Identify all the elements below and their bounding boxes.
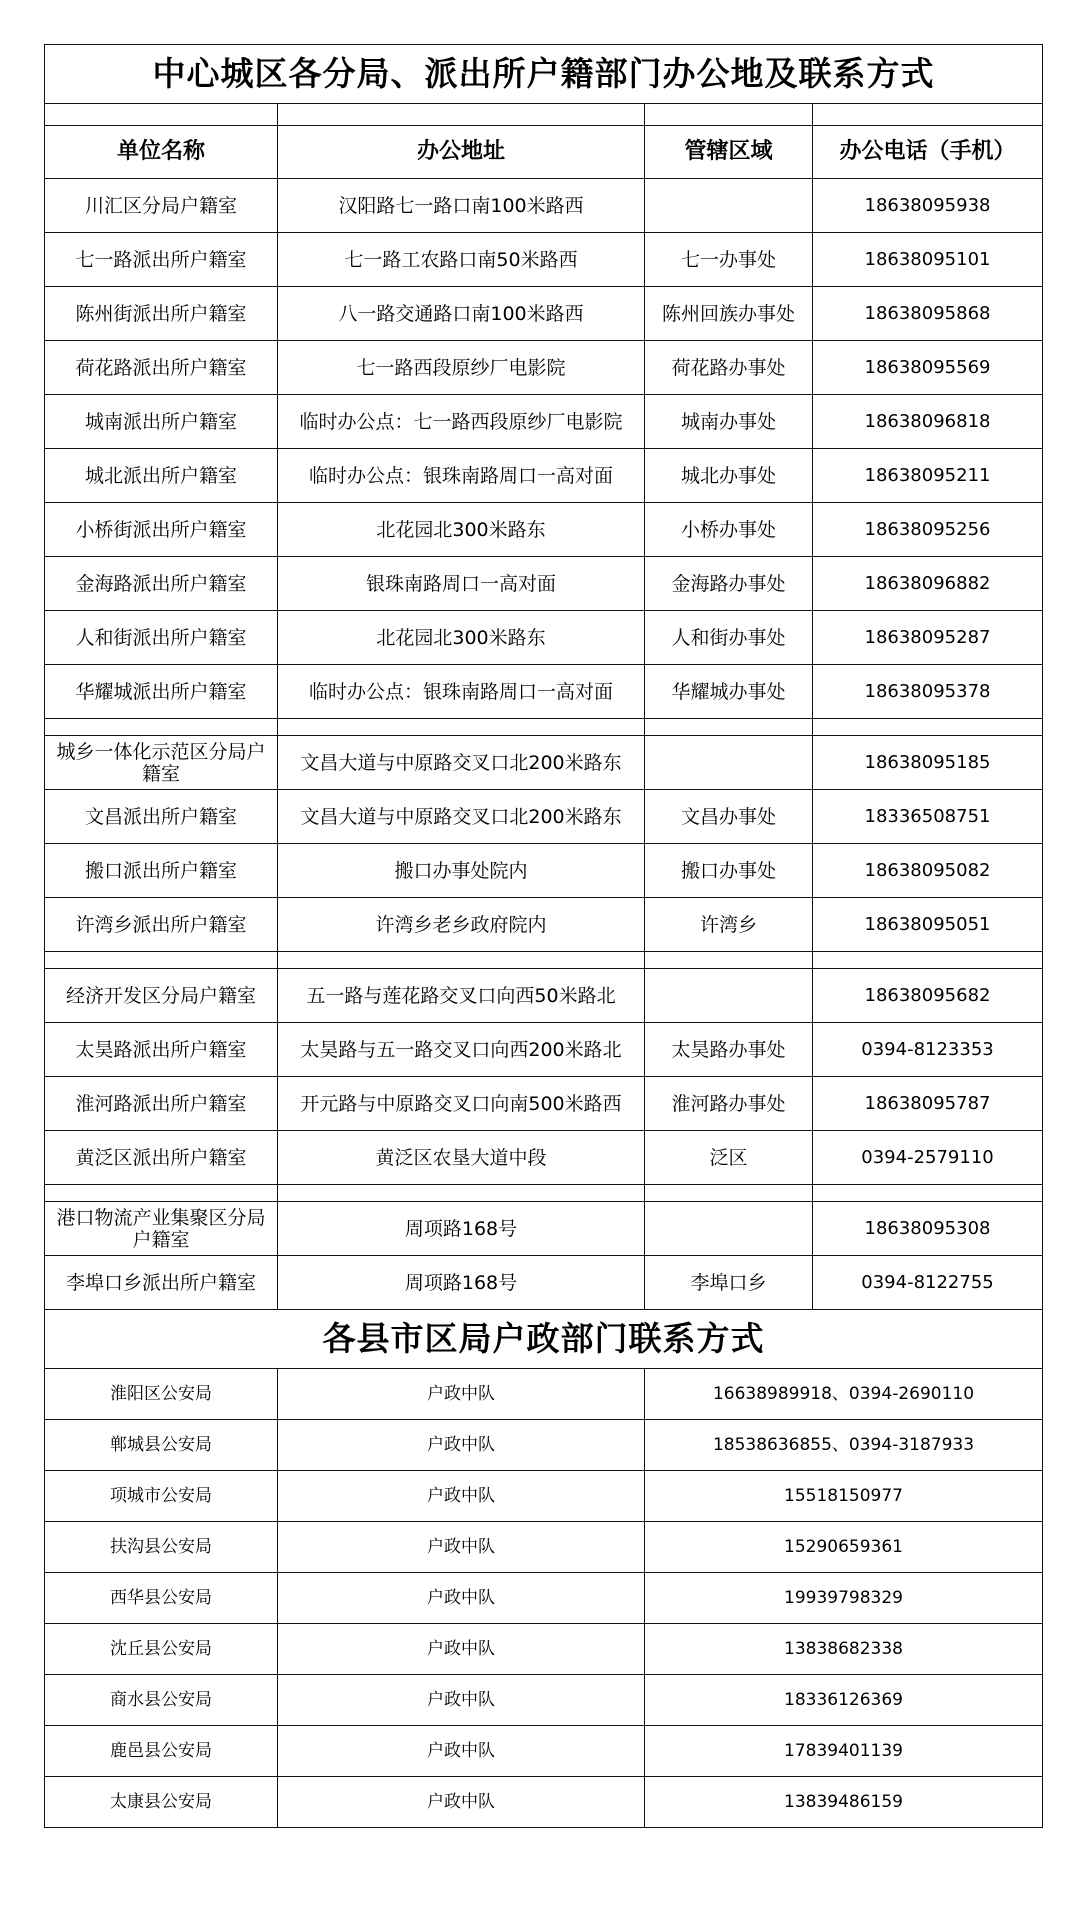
spacer-cell	[813, 104, 1043, 126]
table-row	[45, 898, 1043, 952]
title-row	[45, 45, 1043, 104]
phone-cell: 18638095787	[813, 1077, 1043, 1131]
table-row	[45, 1522, 1043, 1573]
phone-cell: 0394-2579110	[813, 1131, 1043, 1185]
phone-cell: 18638095287	[813, 611, 1043, 665]
phone-cell: 18638096882	[813, 557, 1043, 611]
address-cell: 七一路西段原纱厂电影院	[278, 341, 645, 395]
address-cell: 临时办公点：银珠南路周口一高对面	[278, 449, 645, 503]
header-phone: 办公电话（手机）	[813, 126, 1043, 179]
phone-cell: 18638095569	[813, 341, 1043, 395]
table-row	[45, 341, 1043, 395]
address-cell: 八一路交通路口南100米路西	[278, 287, 645, 341]
area-cell: 金海路办事处	[645, 557, 813, 611]
address-cell: 开元路与中原路交叉口向南500米路西	[278, 1077, 645, 1131]
address-cell: 许湾乡老乡政府院内	[278, 898, 645, 952]
address-cell: 七一路工农路口南50米路西	[278, 233, 645, 287]
spacer-row	[45, 719, 1043, 736]
county-dept-cell: 户政中队	[278, 1522, 645, 1573]
unit-name-cell: 港口物流产业集聚区分局户籍室	[45, 1202, 278, 1256]
county-bureau-cell: 扶沟县公安局	[45, 1522, 278, 1573]
spacer-cell	[645, 719, 813, 736]
table-row	[45, 395, 1043, 449]
spacer-cell	[278, 1185, 645, 1202]
table-row	[45, 1023, 1043, 1077]
unit-name-cell: 太昊路派出所户籍室	[45, 1023, 278, 1077]
page-title: 中心城区各分局、派出所户籍部门办公地及联系方式	[45, 45, 1043, 104]
table-row	[45, 1726, 1043, 1777]
unit-name-cell: 经济开发区分局户籍室	[45, 969, 278, 1023]
phone-cell: 18638095256	[813, 503, 1043, 557]
spacer-row	[45, 952, 1043, 969]
phone-cell: 18638095185	[813, 736, 1043, 790]
address-cell: 文昌大道与中原路交叉口北200米路东	[278, 790, 645, 844]
unit-name-cell: 城南派出所户籍室	[45, 395, 278, 449]
county-bureau-cell: 商水县公安局	[45, 1675, 278, 1726]
unit-name-cell: 荷花路派出所户籍室	[45, 341, 278, 395]
header-row	[45, 126, 1043, 179]
phone-cell: 18638095051	[813, 898, 1043, 952]
county-dept-cell: 户政中队	[278, 1675, 645, 1726]
area-cell: 文昌办事处	[645, 790, 813, 844]
county-phone-cell: 13838682338	[645, 1624, 1043, 1675]
spacer-cell	[278, 719, 645, 736]
county-dept-cell: 户政中队	[278, 1369, 645, 1420]
spacer-cell	[45, 1185, 278, 1202]
contact-table-body	[45, 45, 1043, 1828]
unit-name-cell: 淮河路派出所户籍室	[45, 1077, 278, 1131]
area-cell: 泛区	[645, 1131, 813, 1185]
spacer-cell	[45, 952, 278, 969]
county-phone-cell: 13839486159	[645, 1777, 1043, 1828]
unit-name-cell: 城北派出所户籍室	[45, 449, 278, 503]
table-row	[45, 844, 1043, 898]
table-row	[45, 287, 1043, 341]
phone-cell: 18638095308	[813, 1202, 1043, 1256]
phone-cell: 18638095101	[813, 233, 1043, 287]
table-row	[45, 1131, 1043, 1185]
spacer-cell	[813, 719, 1043, 736]
table-row	[45, 1573, 1043, 1624]
county-bureau-cell: 太康县公安局	[45, 1777, 278, 1828]
table-row	[45, 1675, 1043, 1726]
county-phone-cell: 19939798329	[645, 1573, 1043, 1624]
header-address: 办公地址	[278, 126, 645, 179]
spacer-row	[45, 1185, 1043, 1202]
county-phone-cell: 16638989918、0394-2690110	[645, 1369, 1043, 1420]
unit-name-cell: 搬口派出所户籍室	[45, 844, 278, 898]
phone-cell: 18638095868	[813, 287, 1043, 341]
area-cell	[645, 736, 813, 790]
table-row	[45, 1369, 1043, 1420]
unit-name-cell: 七一路派出所户籍室	[45, 233, 278, 287]
county-bureau-cell: 项城市公安局	[45, 1471, 278, 1522]
unit-name-cell: 陈州街派出所户籍室	[45, 287, 278, 341]
address-cell: 搬口办事处院内	[278, 844, 645, 898]
unit-name-cell: 城乡一体化示范区分局户籍室	[45, 736, 278, 790]
phone-cell: 18638095378	[813, 665, 1043, 719]
area-cell: 华耀城办事处	[645, 665, 813, 719]
county-phone-cell: 15290659361	[645, 1522, 1043, 1573]
table-row	[45, 233, 1043, 287]
table-row	[45, 790, 1043, 844]
table-row	[45, 1471, 1043, 1522]
area-cell: 城南办事处	[645, 395, 813, 449]
address-cell: 太昊路与五一路交叉口向西200米路北	[278, 1023, 645, 1077]
area-cell: 淮河路办事处	[645, 1077, 813, 1131]
county-phone-cell: 18336126369	[645, 1675, 1043, 1726]
unit-name-cell: 文昌派出所户籍室	[45, 790, 278, 844]
area-cell	[645, 1202, 813, 1256]
unit-name-cell: 小桥街派出所户籍室	[45, 503, 278, 557]
area-cell: 陈州回族办事处	[645, 287, 813, 341]
table-row	[45, 557, 1043, 611]
county-bureau-cell: 沈丘县公安局	[45, 1624, 278, 1675]
county-dept-cell: 户政中队	[278, 1777, 645, 1828]
phone-cell: 0394-8122755	[813, 1256, 1043, 1310]
unit-name-cell: 金海路派出所户籍室	[45, 557, 278, 611]
table-row	[45, 611, 1043, 665]
area-cell: 小桥办事处	[645, 503, 813, 557]
contact-table	[44, 44, 1043, 1828]
county-title-row	[45, 1310, 1043, 1369]
county-bureau-cell: 郸城县公安局	[45, 1420, 278, 1471]
area-cell: 荷花路办事处	[645, 341, 813, 395]
county-phone-cell: 17839401139	[645, 1726, 1043, 1777]
area-cell: 许湾乡	[645, 898, 813, 952]
county-dept-cell: 户政中队	[278, 1726, 645, 1777]
table-row	[45, 1624, 1043, 1675]
table-row	[45, 1256, 1043, 1310]
phone-cell: 0394-8123353	[813, 1023, 1043, 1077]
spacer-cell	[645, 104, 813, 126]
phone-cell: 18638095938	[813, 179, 1043, 233]
header-area: 管辖区域	[645, 126, 813, 179]
address-cell: 周项路168号	[278, 1256, 645, 1310]
area-cell: 搬口办事处	[645, 844, 813, 898]
table-row	[45, 736, 1043, 790]
area-cell	[645, 969, 813, 1023]
unit-name-cell: 黄泛区派出所户籍室	[45, 1131, 278, 1185]
spacer-cell	[813, 1185, 1043, 1202]
area-cell: 太昊路办事处	[645, 1023, 813, 1077]
address-cell: 黄泛区农垦大道中段	[278, 1131, 645, 1185]
spacer-cell	[45, 104, 278, 126]
phone-cell: 18336508751	[813, 790, 1043, 844]
area-cell	[645, 179, 813, 233]
table-row	[45, 969, 1043, 1023]
county-bureau-cell: 淮阳区公安局	[45, 1369, 278, 1420]
county-phone-cell: 15518150977	[645, 1471, 1043, 1522]
unit-name-cell: 许湾乡派出所户籍室	[45, 898, 278, 952]
area-cell: 人和街办事处	[645, 611, 813, 665]
spacer-cell	[278, 104, 645, 126]
address-cell: 北花园北300米路东	[278, 611, 645, 665]
address-cell: 五一路与莲花路交叉口向西50米路北	[278, 969, 645, 1023]
table-row	[45, 1077, 1043, 1131]
address-cell: 周项路168号	[278, 1202, 645, 1256]
address-cell: 临时办公点：银珠南路周口一高对面	[278, 665, 645, 719]
address-cell: 文昌大道与中原路交叉口北200米路东	[278, 736, 645, 790]
county-bureau-cell: 鹿邑县公安局	[45, 1726, 278, 1777]
spacer-cell	[813, 952, 1043, 969]
county-dept-cell: 户政中队	[278, 1420, 645, 1471]
spacer-cell	[45, 719, 278, 736]
address-cell: 北花园北300米路东	[278, 503, 645, 557]
county-dept-cell: 户政中队	[278, 1573, 645, 1624]
area-cell: 七一办事处	[645, 233, 813, 287]
table-row	[45, 665, 1043, 719]
spacer-cell	[278, 952, 645, 969]
address-cell: 银珠南路周口一高对面	[278, 557, 645, 611]
county-bureau-cell: 西华县公安局	[45, 1573, 278, 1624]
table-row	[45, 1420, 1043, 1471]
phone-cell: 18638095082	[813, 844, 1043, 898]
address-cell: 汉阳路七一路口南100米路西	[278, 179, 645, 233]
header-name: 单位名称	[45, 126, 278, 179]
phone-cell: 18638096818	[813, 395, 1043, 449]
phone-cell: 18638095682	[813, 969, 1043, 1023]
county-dept-cell: 户政中队	[278, 1624, 645, 1675]
table-row	[45, 1777, 1043, 1828]
county-section-title: 各县市区局户政部门联系方式	[45, 1310, 1043, 1369]
spacer-cell	[645, 952, 813, 969]
unit-name-cell: 华耀城派出所户籍室	[45, 665, 278, 719]
area-cell: 李埠口乡	[645, 1256, 813, 1310]
table-row	[45, 449, 1043, 503]
unit-name-cell: 人和街派出所户籍室	[45, 611, 278, 665]
table-row	[45, 503, 1043, 557]
phone-cell: 18638095211	[813, 449, 1043, 503]
unit-name-cell: 川汇区分局户籍室	[45, 179, 278, 233]
county-dept-cell: 户政中队	[278, 1471, 645, 1522]
spacer-row	[45, 104, 1043, 126]
table-row	[45, 179, 1043, 233]
unit-name-cell: 李埠口乡派出所户籍室	[45, 1256, 278, 1310]
spacer-cell	[645, 1185, 813, 1202]
table-row	[45, 1202, 1043, 1256]
county-phone-cell: 18538636855、0394-3187933	[645, 1420, 1043, 1471]
area-cell: 城北办事处	[645, 449, 813, 503]
address-cell: 临时办公点：七一路西段原纱厂电影院	[278, 395, 645, 449]
